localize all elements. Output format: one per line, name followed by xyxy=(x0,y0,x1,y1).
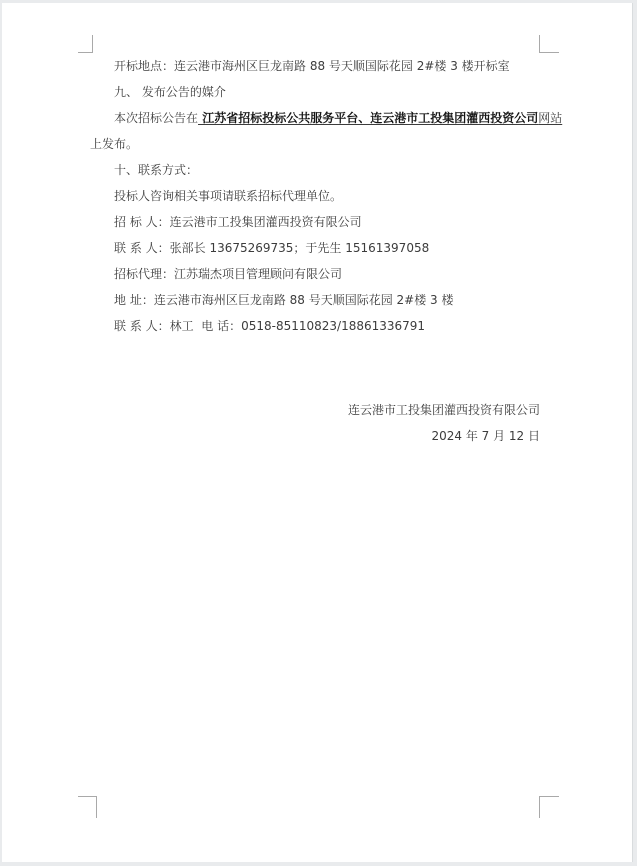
section-9-heading: 九、 发布公告的媒介 xyxy=(114,85,226,99)
section-10-heading: 十、联系方式： xyxy=(114,163,199,177)
publication-continuation-line: 上发布。 xyxy=(90,137,139,151)
publication-line xyxy=(90,105,563,131)
publication-suffix: 网站 xyxy=(538,111,563,125)
text-boundary-mark-top-right xyxy=(539,35,559,53)
text-boundary-mark-top-left xyxy=(78,35,93,53)
contact-row-agency-contact: 联 系 人：林工 电 话：0518-85110823/18861336791 xyxy=(114,319,426,333)
text-boundary-mark-bottom-right xyxy=(539,796,559,818)
document-content xyxy=(90,53,563,449)
contact-row-agency: 招标代理：江苏瑞杰项目管理顾问有限公司 xyxy=(114,267,343,281)
contact-row-contact-person: 联 系 人：张部长 13675269735；于先生 15161397058 xyxy=(114,241,430,255)
contact-row-tenderee: 招 标 人：连云港市工投集团灌西投资有限公司 xyxy=(114,215,362,229)
signature-company: 连云港市工投集团灌西投资有限公司 xyxy=(347,403,540,417)
publication-underlined xyxy=(198,111,562,125)
publication-platforms: 江苏省招标投标公共服务平台、连云港市工投集团灌西投资公司 xyxy=(198,111,539,125)
text-boundary-mark-bottom-left xyxy=(78,796,97,818)
document-page xyxy=(2,3,633,862)
contact-intro-line: 投标人咨询相关事项请联系招标代理单位。 xyxy=(114,189,343,203)
opening-location-line: 开标地点：连云港市海州区巨龙南路 88 号天顺国际花园 2#楼 3 楼开标室 xyxy=(114,59,510,73)
contact-row-address: 地 址：连云港市海州区巨龙南路 88 号天顺国际花园 2#楼 3 楼 xyxy=(114,293,454,307)
signature-block xyxy=(90,397,542,449)
signature-date: 2024 年 7 月 12 日 xyxy=(431,429,540,443)
publication-prefix: 本次招标公告在 xyxy=(114,111,199,125)
